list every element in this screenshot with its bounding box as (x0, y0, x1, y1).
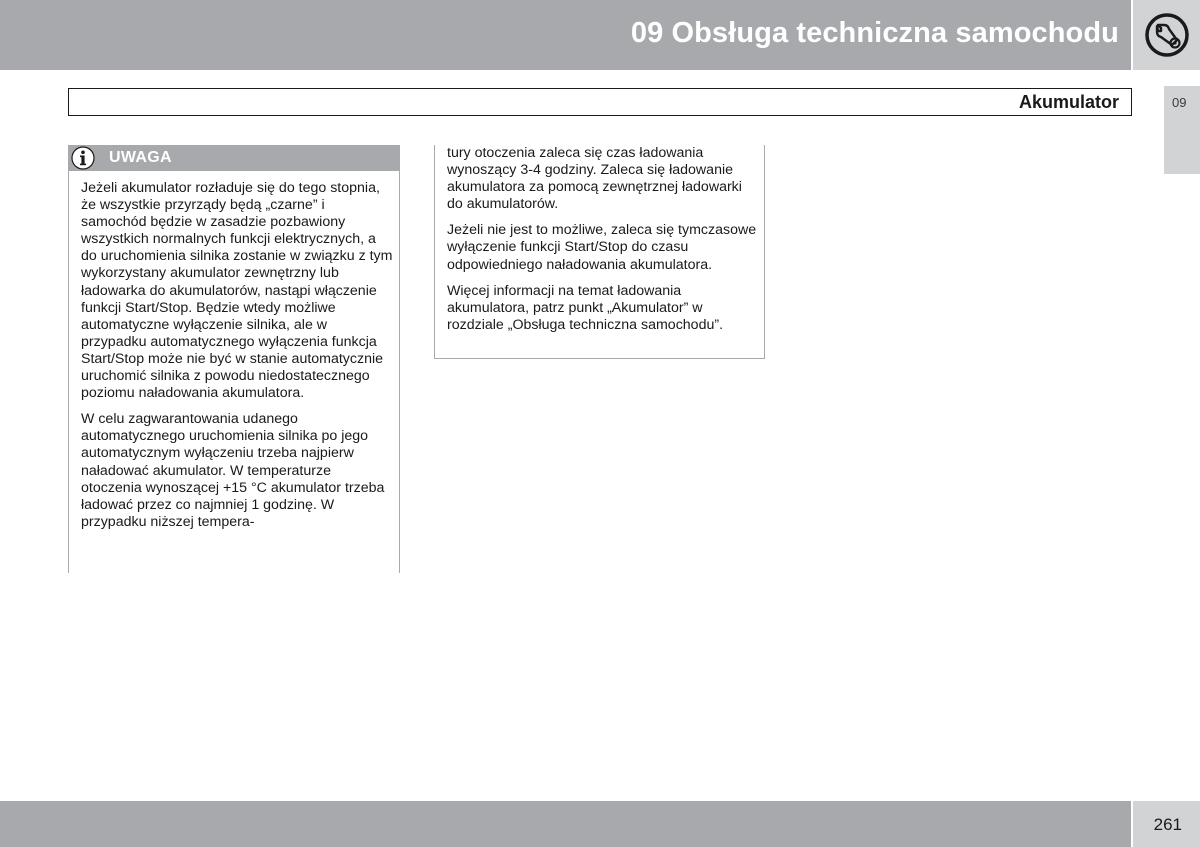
warning-box-continued (434, 145, 765, 359)
warning-header (69, 145, 399, 171)
continued-paragraph: Więcej informacji na temat ładowania akumulatora, patrz punkt „Akumulator” w rozdziale „Obsługa techniczna samochodu”. (447, 282, 724, 333)
page-number: 261 (1153, 815, 1182, 834)
continued-paragraph: Jeżeli nie jest to możliwe, zaleca się tymczasowe wyłączenie funkcji Start/Stop do czasu odpowiedniego naładowania akumulatora. (447, 222, 757, 273)
chapter-title: 09 Obsługa techniczna samochodu (630, 17, 1119, 49)
continued-paragraph: tury otoczenia zaleca się czas ładowania wynoszący 3-4 godziny. Zaleca się ładowanie akumulatora za pomocą zewnętrznej ładowarki do akumulatorów. (447, 145, 742, 213)
header-icon-box (1133, 0, 1200, 70)
chapter-tab (1164, 86, 1200, 174)
wrench-gear-icon (1144, 12, 1190, 58)
section-heading-box (68, 88, 1132, 116)
footer-page-box (1133, 801, 1200, 847)
footer-bar (0, 801, 1131, 847)
warning-label: UWAGA (109, 149, 172, 166)
section-title: Akumulator (1018, 92, 1119, 112)
warning-text (81, 180, 393, 531)
info-icon (71, 146, 95, 170)
continued-text (447, 145, 759, 334)
header-bar (0, 0, 1131, 70)
warning-box (68, 145, 400, 573)
warning-paragraph: W celu zagwarantowania udanego automatycznego uruchomienia silnika po jego automatycznym wyłączeniu trzeba najpierw naładować akumulator. W temperaturze otoczenia wynoszącej +15 °C akumulator trzeba ładować przez co najmniej 1 godzinę. W przypadku niższej tempera- (81, 411, 385, 530)
chapter-tab-number: 09 (1172, 95, 1187, 110)
warning-paragraph: Jeżeli akumulator rozładuje się do tego stopnia, że wszystkie przyrządy będą „czarne” i samochód będzie w zasadzie pozbawiony wszystkich normalnych funkcji elektrycznych, a do uruchomienia silnika zostanie w związku z tym wykorzystany akumulator zewnętrzny lub ładowarka do akumulatorów, nastąpi włączenie funkcji Start/Stop. Będzie wtedy możliwe automatyczne wyłączenie silnika, ale w przypadku automatycznego wyłączenia funkcja Start/Stop może nie być w stanie automatycznie uruchomić silnika z powodu niedostatecznego poziomu naładowania akumulatora. (81, 180, 393, 402)
